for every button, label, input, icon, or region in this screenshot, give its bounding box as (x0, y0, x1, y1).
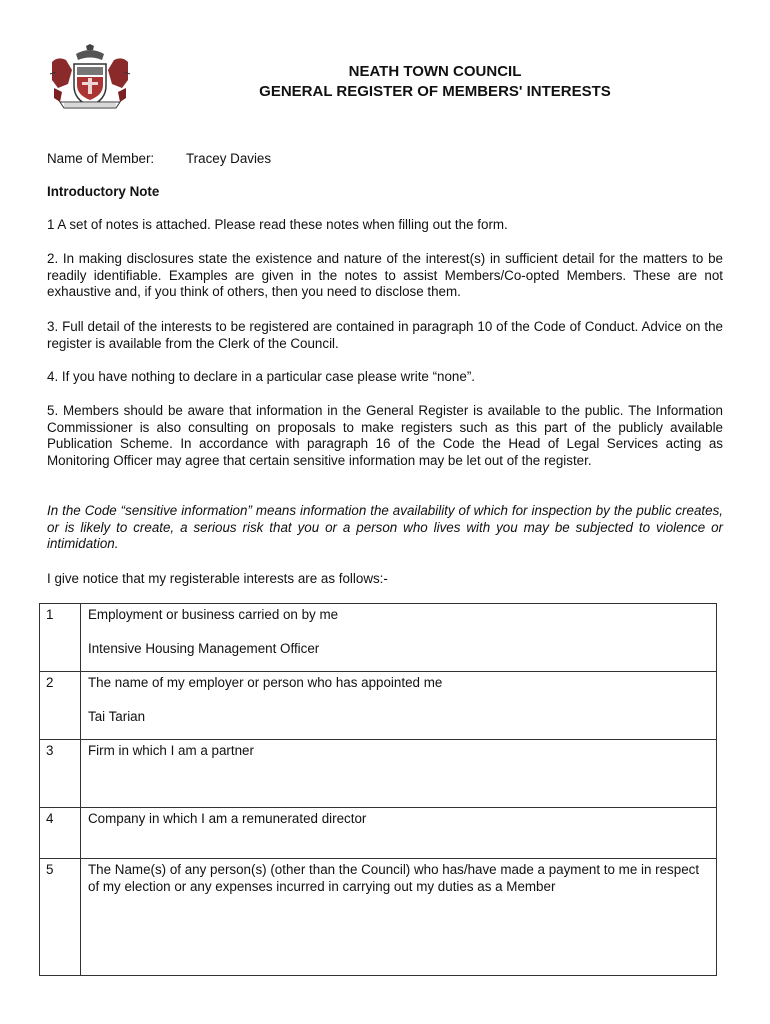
introductory-note-heading: Introductory Note (47, 184, 160, 199)
row-number: 2 (40, 672, 81, 740)
document-title-line2: GENERAL REGISTER OF MEMBERS' INTERESTS (259, 83, 611, 100)
member-name-value: Tracey Davies (186, 151, 272, 166)
interest-question: Firm in which I am a partner (88, 743, 254, 758)
table-row (40, 859, 717, 976)
table-row (40, 808, 717, 859)
interests-table (39, 603, 717, 976)
row-number: 5 (40, 859, 81, 976)
table-row (40, 604, 717, 672)
member-name-row (47, 151, 723, 168)
note-paragraph-3: 3. Full detail of the interests to be registered are contained in paragraph 10 of the Code of Conduct. Advice on the register is available from the Clerk of the Council. (47, 319, 723, 351)
interest-cell (81, 740, 717, 808)
interest-question: Company in which I am a remunerated director (88, 811, 367, 826)
interest-question: The name of my employer or person who has appointed me (88, 675, 443, 690)
note-paragraph-2: 2. In making disclosures state the existence and nature of the interest(s) in sufficient detail for the matters to be readily identifiable. Examples are given in the notes to assist Members/Co-opted Members. These are not exhaustive and, if you think of others, then you need to disclose them. (47, 251, 723, 300)
notice-statement: I give notice that my registerable interests are as follows:- (47, 571, 388, 586)
row-number: 4 (40, 808, 81, 859)
member-name-label: Name of Member: (47, 151, 155, 166)
sensitive-information-note: In the Code “sensitive information” means information the availability of which for inspection by the public creates, or is likely to create, a serious risk that you or a person who lives with you may be subjected to violence or intimidation. (47, 503, 723, 552)
note-paragraph-5: 5. Members should be aware that information in the General Register is available to the public. The Information Commissioner is also consulting on proposals to make registers such as this part of the publicly available Publication Scheme. In accordance with paragraph 16 of the Code the Head of Legal Services acting as Monitoring Officer may agree that certain sensitive information may be let out of the register. (47, 403, 723, 468)
interest-question: Employment or business carried on by me (88, 607, 339, 622)
interest-question: The Name(s) of any person(s) (other than the Council) who has/have made a payment to me in respect of my election or any expenses incurred in carrying out my duties as a Member (88, 862, 700, 894)
table-row (40, 672, 717, 740)
interest-cell (81, 859, 717, 976)
note-paragraph-1: 1 A set of notes is attached. Please read these notes when filling out the form. (47, 217, 508, 232)
interest-answer: Intensive Housing Management Officer (88, 640, 320, 656)
row-number: 1 (40, 604, 81, 672)
interest-cell (81, 672, 717, 740)
interest-cell (81, 604, 717, 672)
interest-cell (81, 808, 717, 859)
document-title-line1: NEATH TOWN COUNCIL (348, 63, 522, 80)
row-number: 3 (40, 740, 81, 808)
council-crest-logo (46, 44, 134, 114)
interest-answer: Tai Tarian (88, 708, 146, 724)
note-paragraph-4: 4. If you have nothing to declare in a particular case please write “none”. (47, 369, 476, 384)
table-row (40, 740, 717, 808)
